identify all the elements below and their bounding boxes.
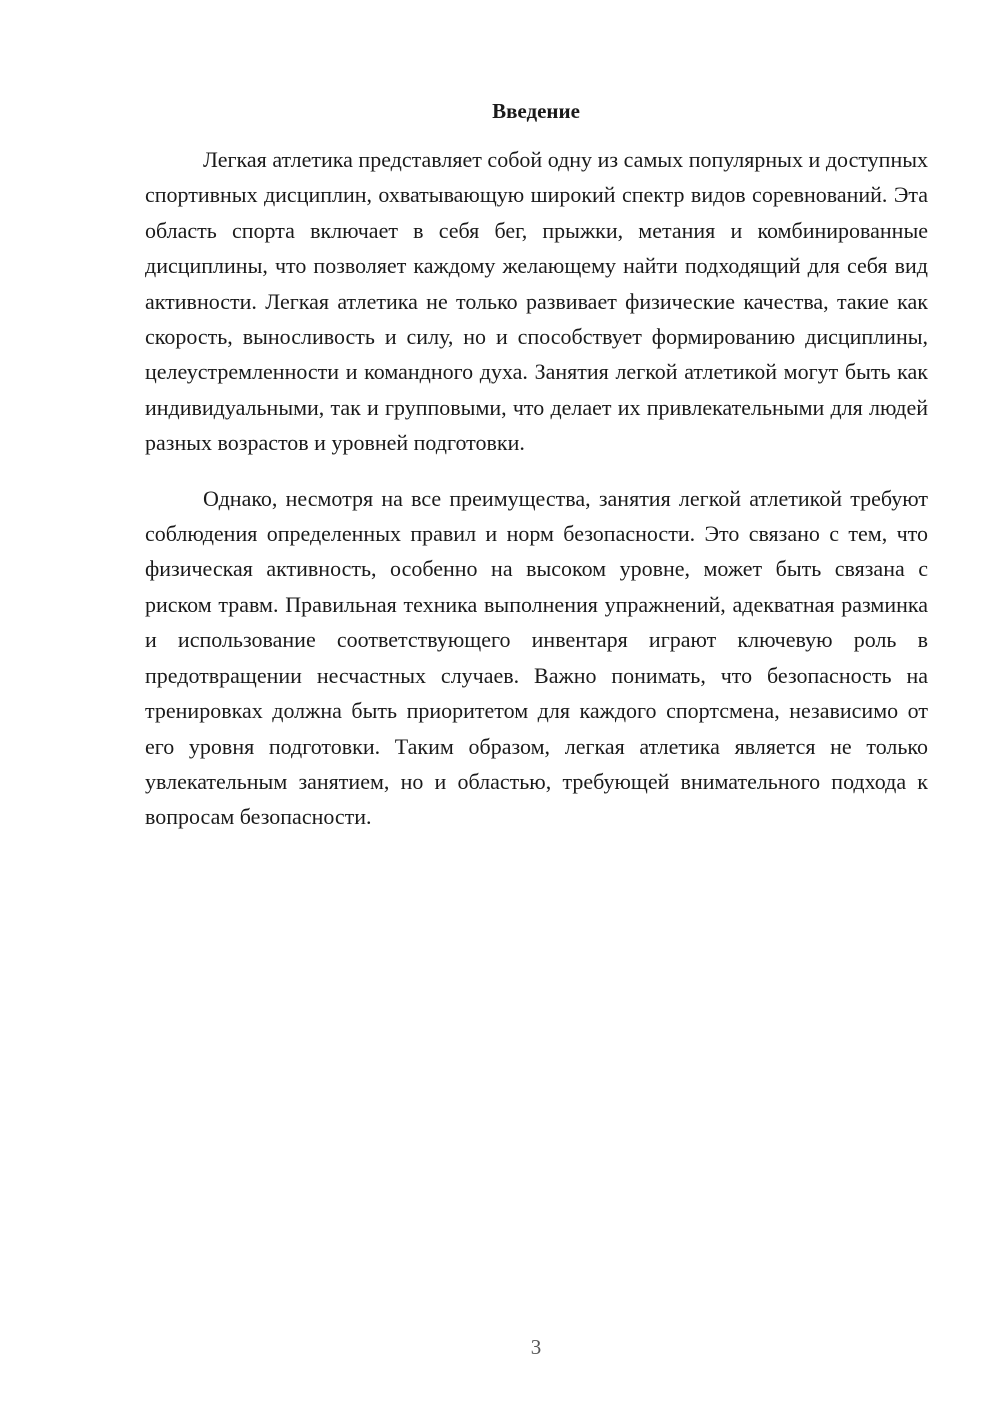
paragraph-1: Легкая атлетика представляет собой одну из самых популярных и доступных спортивных дисциплин, охватывающую широкий спектр видов соревнований. Эта область спорта включает в себя бег, прыжки, метания и комбинированные дисциплины, что позволяет каждому желающему найти подходящий для себя вид активности. Легкая атлетика не только развивает физические качества, такие как скорость, выносливость и силу, но и способствует формированию дисциплины, целеустремленности и командного духа. Занятия легкой атлетикой могут быть как индивидуальными, так и групповыми, что делает их привлекательными для людей разных возрастов и уровней подготовки. bbox=[145, 147, 928, 456]
page-number: 3 bbox=[530, 1335, 542, 1359]
section-heading: Введение bbox=[492, 99, 580, 123]
paragraph-2: Однако, несмотря на все преимущества, занятия легкой атлетикой требуют соблюдения определенных правил и норм безопасности. Это связано с тем, что физическая активность, особенно на высоком уровне, может быть связана с риском травм. Правильная техника выполнения упражнений, адекватная разминка и использование соответствующего инвентаря играют ключевую роль в предотвращении несчастных случаев. Важно понимать, что безопасность на тренировках должна быть приоритетом для каждого спортсмена, независимо от его уровня подготовки. Таким образом, легкая атлетика является не только увлекательным занятием, но и областью, требующей внимательного подхода к вопросам безопасности. bbox=[145, 485, 928, 830]
body-text bbox=[145, 142, 928, 835]
